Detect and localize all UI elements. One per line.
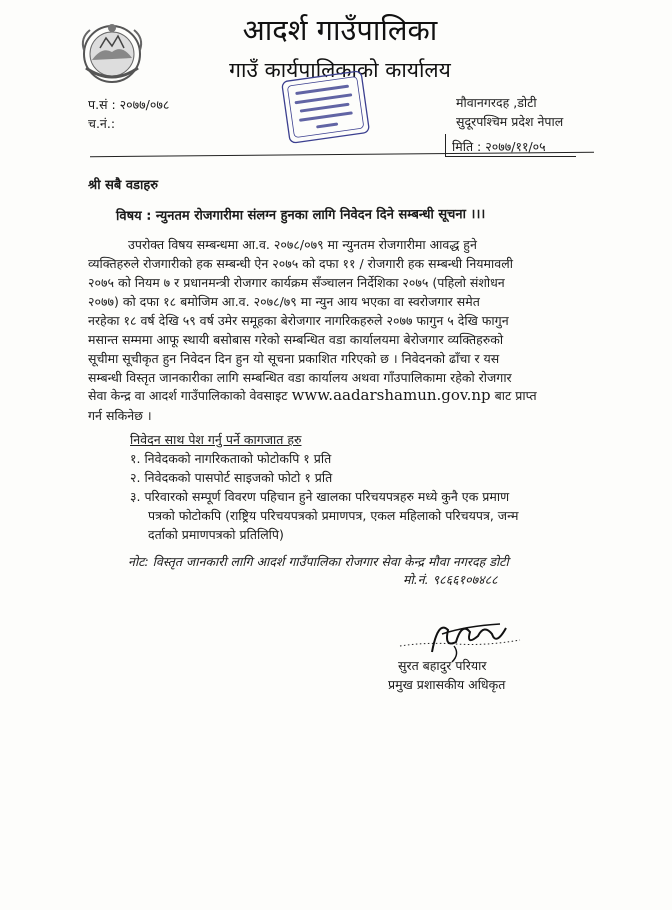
body-text: बाट प्राप्त: [490, 388, 537, 403]
body-text: सेवा केन्द्र वा आदर्श गाउँपालिकाको वेवसाइट: [88, 388, 292, 403]
body-line: उपरोक्त विषय सम्बन्धमा आ.व. २०७८/०७९ मा न्युनतम रोजगारीमा आवद्ध हुने: [128, 237, 477, 252]
body-line: गर्न सकिनेछ ।: [88, 408, 152, 423]
body-line: नरहेका १८ वर्ष देखि ५९ वर्ष उमेर समूहका बेरोजगार नागरिकहरुले २०७७ फागुन ५ देखि फागुन: [88, 313, 509, 328]
office-subtitle: गाउँ कार्यपालिकाको कार्यालय: [229, 58, 451, 82]
body-line: सम्बन्धी विस्तृत जानकारीका लागि सम्बन्धित वडा कार्यालय अथवा गाँउपालिकामा रहेको रोजगार: [88, 370, 512, 385]
addressee: श्री सबै वडाहरु: [88, 178, 159, 193]
contact-note: नोट: विस्तृत जानकारी लागि आदर्श गाउँपालिका रोजगार सेवा केन्द्र मौवा नगरदह डोटी: [128, 554, 509, 569]
signatory-title: प्रमुख प्रशासकीय अधिकृत: [388, 677, 506, 692]
body-line: २०७७) को दफा १८ बमोजिम आ.व. २०७८/७९ मा न्युन आय भएका वा स्वरोजगार समेत: [88, 294, 480, 309]
document-item: १. निवेदकको नागरिकताको फोटोकपि १ प्रति: [130, 451, 332, 466]
body-line: सूचीमा सूचीकृत हुन निवेदन दिन हुन यो सूचना प्रकाशित गरिएको छ । निवेदनको ढाँचा र यस: [88, 351, 500, 366]
document-item-continued: दर्ताको प्रमाणपत्रको प्रतिलिपि): [148, 527, 284, 542]
document-item: २. निवेदकको पासपोर्ट साइजको फोटो १ प्रति: [130, 470, 333, 485]
body-line: २०७५ को नियम ७ र प्रधानमन्त्री रोजगार कार्यक्रम सँञ्चालन निर्देशिका २०७५ (पहिलो संशोधन: [88, 275, 505, 290]
address-line-1: मौवानगरदह ,डोटी: [456, 95, 537, 110]
dispatch-number: च.नं.:: [88, 116, 116, 131]
body-line: व्यक्तिहरुले रोजगारीको हक सम्बन्धी ऐन २०७५ को दफा ११ / रोजगारी हक सम्बन्धी नियमावली: [88, 256, 513, 271]
body-line: मसान्त सम्ममा आफू स्थायी बसोबास गरेको सम्बन्धित वडा कार्यालयमा बेरोजगार व्यक्तिहरुको: [88, 332, 504, 347]
notice-subject: विषय : न्युनतम रोजगारीमा संलग्न हुनका लागि निवेदन दिने सम्बन्धी सूचना ।।।: [115, 207, 486, 224]
body-line-website: [88, 386, 582, 404]
office-stamp: [280, 70, 372, 150]
mobile-number: मो.नं. ९८६६१०७४८८: [403, 572, 498, 587]
address-line-2: सुदूरपश्चिम प्रदेश नेपाल: [456, 114, 564, 129]
notice-date: मिति : २०७७/११/०५: [452, 139, 546, 154]
nepal-emblem-icon: [78, 18, 146, 86]
website-link[interactable]: www.aadarshamun.gov.np: [291, 386, 491, 404]
office-title: आदर्श गाउँपालिका: [242, 13, 438, 47]
documents-heading: निवेदन साथ पेश गर्नु पर्ने कागजात हरु: [130, 432, 302, 447]
document-item: ३. परिवारको सम्पूर्ण विवरण पहिचान हुने खालका परिचयपत्रहरु मध्ये कुनै एक प्रमाण: [130, 489, 510, 504]
signatory-name: सुरत बहादुर परियार: [398, 658, 487, 673]
document-item-continued: पत्रको फोटोकपि (राष्ट्रिय परिचयपत्रको प्रमाणपत्र, एकल महिलाको परिचयपत्र, जन्म: [148, 508, 519, 523]
reference-number: प.सं : २०७७/०७८: [88, 97, 170, 112]
